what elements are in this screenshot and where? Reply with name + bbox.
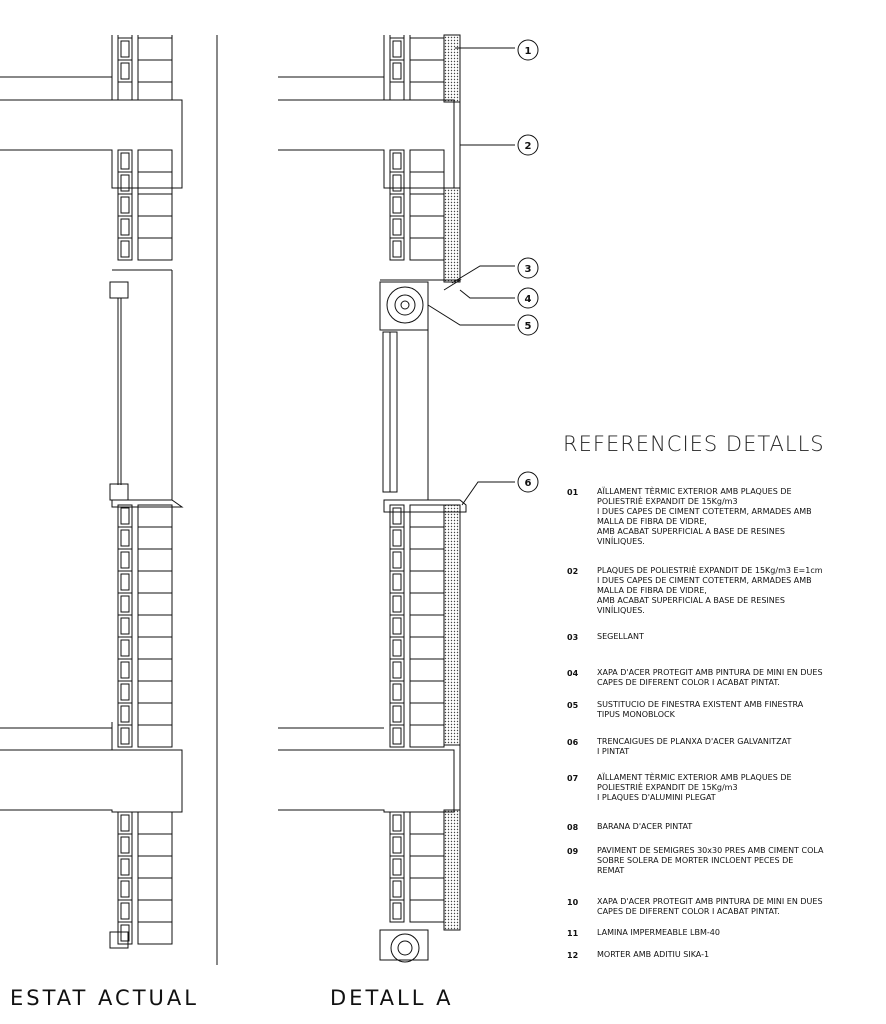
brick-cavity (121, 640, 129, 656)
solid-brick (138, 172, 172, 194)
callout-2-label: 2 (524, 141, 532, 152)
reference-item (567, 773, 882, 803)
reference-number: 09 (567, 847, 579, 856)
reference-number: 10 (567, 898, 579, 907)
brick-cavity (393, 640, 401, 656)
solid-brick (410, 856, 444, 878)
brick-cavity (393, 63, 401, 79)
callout-3 (452, 258, 538, 283)
references-title: REFERENCIES DETALLS (563, 432, 825, 456)
reference-text: LAMINA IMPERMEABLE LBM-40 (597, 928, 720, 937)
solid-brick (138, 571, 172, 593)
solid-brick (410, 615, 444, 637)
solid-brick (138, 150, 172, 172)
solid-brick (410, 60, 444, 82)
brick-cavity (393, 508, 401, 524)
brick-cavity (121, 552, 129, 568)
reference-text: TRENCAIGUES DE PLANXA D'ACER GALVANITZAT I PINTAT (597, 737, 792, 756)
brick-cavity (393, 41, 401, 57)
reference-number: 02 (567, 567, 579, 576)
brick-cavity (121, 596, 129, 612)
reference-item (567, 846, 882, 876)
solid-brick (410, 571, 444, 593)
solid-brick (410, 150, 444, 172)
reference-text: PAVIMENT DE SEMIGRES 30x30 PRES AMB CIMENT COLA SOBRE SOLERA DE MORTER INCLOENT PECES DE REMAT (597, 846, 824, 875)
reference-item (567, 928, 882, 938)
reference-number: 04 (567, 669, 579, 678)
solid-brick (410, 681, 444, 703)
solid-brick (138, 703, 172, 725)
solid-brick (138, 922, 172, 944)
masonry-blocks (390, 38, 444, 922)
solid-brick (138, 900, 172, 922)
existing-state-caption: ESTAT ACTUAL (10, 986, 199, 1010)
solid-brick (410, 549, 444, 571)
solid-brick (138, 659, 172, 681)
solid-brick (410, 593, 444, 615)
brick-cavity (121, 574, 129, 590)
callout-6-label: 6 (524, 478, 532, 489)
solid-brick (410, 725, 444, 747)
brick-cavity (393, 662, 401, 678)
brick-cavity (393, 815, 401, 831)
reference-number: 01 (567, 488, 579, 497)
brick-cavity (121, 859, 129, 875)
brick-cavity (393, 618, 401, 634)
detail-a-section (278, 35, 466, 962)
solid-brick (138, 38, 172, 60)
solid-brick (138, 505, 172, 527)
brick-cavity (121, 41, 129, 57)
brick-cavity (121, 728, 129, 744)
brick-cavity (393, 837, 401, 853)
reference-number: 12 (567, 951, 579, 960)
solid-brick (138, 681, 172, 703)
solid-brick (410, 703, 444, 725)
solid-brick (410, 172, 444, 194)
brick-cavity (121, 881, 129, 897)
solid-brick (138, 878, 172, 900)
solid-brick (138, 856, 172, 878)
reference-item (567, 897, 882, 917)
solid-brick (138, 194, 172, 216)
reference-item (567, 700, 882, 720)
reference-text: XAPA D'ACER PROTEGIT AMB PINTURA DE MINI EN DUES CAPES DE DIFERENT COLOR I ACABAT PINTAT. (597, 668, 823, 687)
solid-brick (410, 216, 444, 238)
brick-cavity (393, 728, 401, 744)
solid-brick (410, 194, 444, 216)
detail-a-caption: DETALL A (330, 986, 454, 1010)
brick-cavity (393, 219, 401, 235)
solid-brick (410, 38, 444, 60)
reference-item (567, 487, 882, 547)
reference-item (567, 668, 882, 688)
callout-2 (460, 135, 538, 155)
reference-number: 08 (567, 823, 579, 832)
reference-number: 07 (567, 774, 579, 783)
callout-3-label: 3 (524, 264, 532, 275)
brick-cavity (393, 881, 401, 897)
brick-cavity (393, 241, 401, 257)
reference-item (567, 737, 882, 757)
reference-item (567, 950, 882, 960)
reference-text: MORTER AMB ADITIU SIKA-1 (597, 950, 710, 959)
solid-brick (138, 725, 172, 747)
callout-1-label: 1 (524, 46, 532, 57)
existing-masonry-blocks (118, 38, 172, 944)
solid-brick (138, 593, 172, 615)
solid-brick (138, 238, 172, 260)
solid-brick (410, 238, 444, 260)
solid-brick (138, 549, 172, 571)
solid-brick (410, 659, 444, 681)
solid-brick (138, 216, 172, 238)
reference-item (567, 632, 882, 642)
brick-cavity (121, 837, 129, 853)
solid-brick (410, 878, 444, 900)
brick-cavity (121, 530, 129, 546)
brick-cavity (121, 197, 129, 213)
brick-cavity (393, 574, 401, 590)
solid-brick (138, 834, 172, 856)
solid-brick (410, 834, 444, 856)
solid-brick (138, 527, 172, 549)
callout-4 (460, 288, 538, 308)
brick-cavity (121, 706, 129, 722)
brick-cavity (393, 175, 401, 191)
brick-cavity (121, 662, 129, 678)
brick-cavity (121, 508, 129, 524)
brick-cavity (121, 241, 129, 257)
callout-5 (428, 305, 538, 335)
reference-text: PLAQUES DE POLIESTRIÈ EXPANDIT DE 15Kg/m3 E=1cm I DUES CAPES DE CIMENT COTETERM, ARMADES AMB MALLA DE FIBRA DE VIDRE, AMB ACABAT SUPERFICIAL A BASE DE RESINES VINÍLIQUES. (597, 566, 823, 615)
reference-item (567, 566, 882, 616)
reference-number: 05 (567, 701, 579, 710)
solid-brick (410, 812, 444, 834)
solid-brick (138, 637, 172, 659)
brick-cavity (121, 219, 129, 235)
reference-text: SUSTITUCIO DE FINESTRA EXISTENT AMB FINESTRA TIPUS MONOBLOCK (597, 700, 804, 719)
reference-number: 06 (567, 738, 579, 747)
solid-brick (138, 615, 172, 637)
solid-brick (410, 505, 444, 527)
reference-text: SEGELLANT (597, 632, 644, 641)
brick-cavity (121, 815, 129, 831)
brick-cavity (121, 153, 129, 169)
solid-brick (410, 900, 444, 922)
callout-1 (455, 40, 538, 60)
brick-cavity (121, 175, 129, 191)
callout-6 (462, 472, 538, 505)
callout-4-label: 4 (524, 294, 532, 305)
reference-item (567, 822, 882, 832)
brick-cavity (121, 63, 129, 79)
brick-cavity (393, 153, 401, 169)
callout-5-label: 5 (524, 321, 532, 332)
reference-text: AÏLLAMENT TÈRMIC EXTERIOR AMB PLAQUES DE POLIESTRIÈ EXPANDIT DE 15Kg/m3 I DUES CAPES DE CIMENT COTETERM, ARMADES AMB MALLA DE FIBRA DE VIDRE, AMB ACABAT SUPERFICIAL A BASE DE RESINES VINÍLIQUES. (597, 487, 812, 546)
brick-cavity (121, 903, 129, 919)
reference-text: BARANA D'ACER PINTAT (597, 822, 693, 831)
solid-brick (138, 60, 172, 82)
brick-cavity (393, 859, 401, 875)
solid-brick (410, 637, 444, 659)
reference-number: 03 (567, 633, 579, 642)
reference-text: AÏLLAMENT TÈRMIC EXTERIOR AMB PLAQUES DE POLIESTRIÈ EXPANDIT DE 15Kg/m3 I PLAQUES D'ALUMINI PLEGAT (597, 773, 792, 802)
brick-cavity (393, 684, 401, 700)
solid-brick (410, 527, 444, 549)
reference-text: XAPA D'ACER PROTEGIT AMB PINTURA DE MINI EN DUES CAPES DE DIFERENT COLOR I ACABAT PINTAT. (597, 897, 823, 916)
brick-cavity (393, 552, 401, 568)
brick-cavity (393, 596, 401, 612)
solid-brick (138, 812, 172, 834)
brick-cavity (121, 618, 129, 634)
brick-cavity (393, 197, 401, 213)
reference-number: 11 (567, 929, 579, 938)
brick-cavity (393, 530, 401, 546)
brick-cavity (393, 706, 401, 722)
brick-cavity (121, 684, 129, 700)
brick-cavity (393, 903, 401, 919)
